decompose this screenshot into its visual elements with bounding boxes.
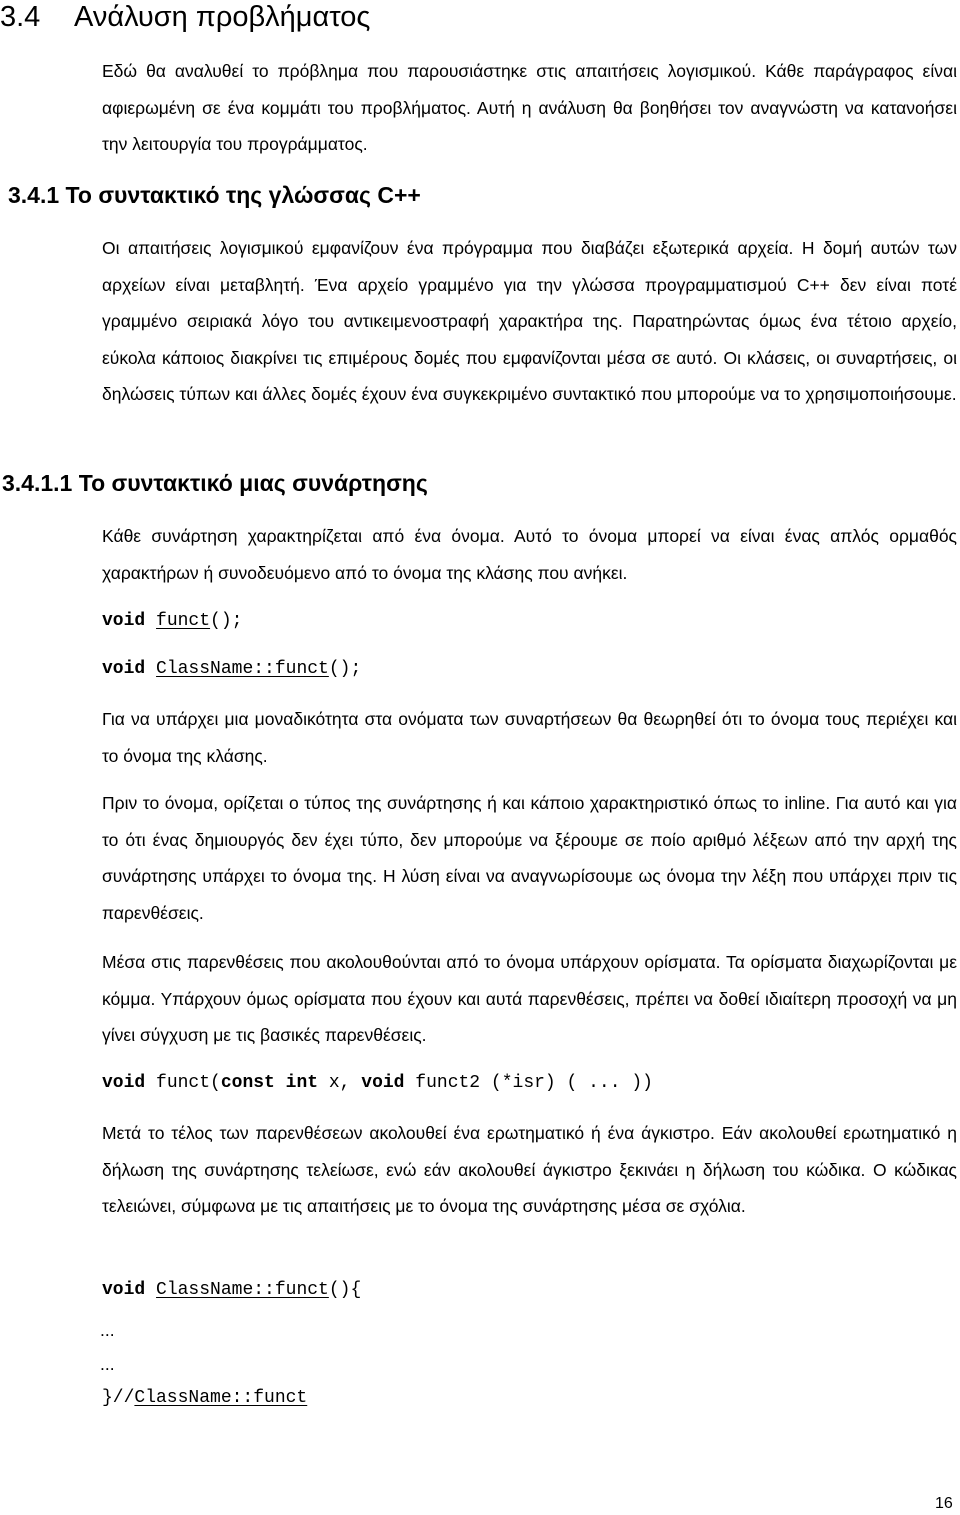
section-title: Ανάλυση προβλήματος [74,1,371,33]
code-text: }// [102,1388,135,1408]
code-function-name: funct [156,611,211,631]
uniqueness-paragraph: Για να υπάρχει μια μοναδικότητα στα ονόματα των συναρτήσεων θα θεωρηθεί ότι το όνομα τους περιέχει και το όνομα της κλάσης. [102,709,957,766]
code-keyword: void [102,1073,146,1093]
code-text: funct( [145,1073,221,1093]
section-number: 3.4 [0,1,41,33]
section-heading [0,0,370,34]
function-name-paragraph: Κάθε συνάρτηση χαρακτηρίζεται από ένα όνομα. Αυτό το όνομα μπορεί να είναι ένας απλός ορμαθός χαρακτήρων ή συνοδευόμενο από το όνομα της κλάσης που ανήκει. [102,526,957,583]
syntax-paragraph: Οι απαιτήσεις λογισμικού εμφανίζουν ένα πρόγραμμα που διαβάζει εξωτερικά αρχεία. Η δομή αυτών των αρχείων είναι μεταβλητή. Ένα αρχείο γραμμένο για την γλώσσα προγραμματισμού C++ δεν είναι ποτέ γραμμένο σειριακά λόγο του αντικειμενοστραφή χαρακτήρα της. Παρατηρώντας όμως ένα τέτοιο αρχείο, εύκολα κάποιος διακρίνει τις επιμέρους δομές που εμφανίζονται μέσα σε αυτό. Οι κλάσεις, οι συναρτήσεις, οι δηλώσεις τύπων και άλλες δομές έχουν ένα συγκεκριμένο συντακτικό που μπορούμε να το χρησιμοποιήσουμε. [102,238,957,404]
subsection-heading: 3.4.1 Το συντακτικό της γλώσσας C++ [8,182,421,208]
code-line-1 [102,609,242,633]
code-text: (){ [328,1280,362,1300]
code-keyword: void [102,659,146,679]
code-keyword: void [361,1073,405,1093]
subsubsection-heading: 3.4.1.1 Το συντακτικό μιας συνάρτησης [2,470,428,496]
code-text: x, [318,1073,362,1093]
code-function-name: ClassName::funct [156,1280,329,1300]
code-function-name: ClassName::funct [156,659,329,679]
intro-paragraph: Εδώ θα αναλυθεί το πρόβλημα που παρουσιάστηκε στις απαιτήσεις λογισμικού. Κάθε παράγραφος είναι αφιερωμένη σε ένα κομμάτι του προβλήματος. Αυτή η ανάλυση θα βοηθήσει τον αναγνώστη να κατανοήσει την λειτουργία του προγράμματος. [102,61,957,154]
code-ellipsis-1: ... [100,1320,115,1340]
code-text: funct2 (*isr) ( ... )) [404,1073,653,1093]
code-line-5 [102,1386,307,1410]
code-ellipsis-2: ... [100,1354,115,1374]
arguments-paragraph: Μέσα στις παρενθέσεις που ακολουθούνται από το όνομα υπάρχουν ορίσματα. Τα ορίσματα διαχωρίζονται με κόμμα. Υπάρχουν όμως ορίσματα που έχουν και αυτά παρενθέσεις, πρέπει να δοθεί ιδιαίτερη προσοχή να μη γίνει σύγχυση με τις βασικές παρενθέσεις. [102,952,957,1045]
ending-paragraph: Μετά το τέλος των παρενθέσεων ακολουθεί ένα ερωτηματικό ή ένα άγκιστρο. Εάν ακολουθεί ερωτηματικό η δήλωση της συνάρτησης τελείωσε, ενώ εάν ακολουθεί άγκιστρο ξεκινάει η δήλωση του κώδικα. Ο κώδικας τελειώνει, σύμφωνα με τις απαιτήσεις με το όνομα της συνάρτησης μέσα σε σχόλια. [102,1123,957,1216]
code-keyword: void [102,611,146,631]
code-text: (); [328,659,362,679]
page-number: 16 [935,1495,953,1512]
code-function-name: ClassName::funct [134,1388,308,1408]
code-text: (); [210,611,243,631]
type-paragraph: Πριν το όνομα, ορίζεται ο τύπος της συνάρτησης ή και κάποιο χαρακτηριστικό όπως το inline. Για αυτό και για το ότι ένας δημιουργός δεν έχει τύπο, δεν μπορούμε να ξέρουμε σε ποίο αριθμό λέξεων από την αρχή της συνάρτησης υπάρχει το όνομα της. Η λύση είναι να αναγνωρίσουμε ως όνομα την λέξη που υπάρχει πριν τις παρενθέσεις. [102,793,957,923]
code-line-2 [102,657,361,681]
code-line-4 [102,1278,361,1302]
code-keyword: void [102,1280,146,1300]
code-line-3 [102,1071,653,1095]
code-keyword: const int [220,1073,319,1093]
